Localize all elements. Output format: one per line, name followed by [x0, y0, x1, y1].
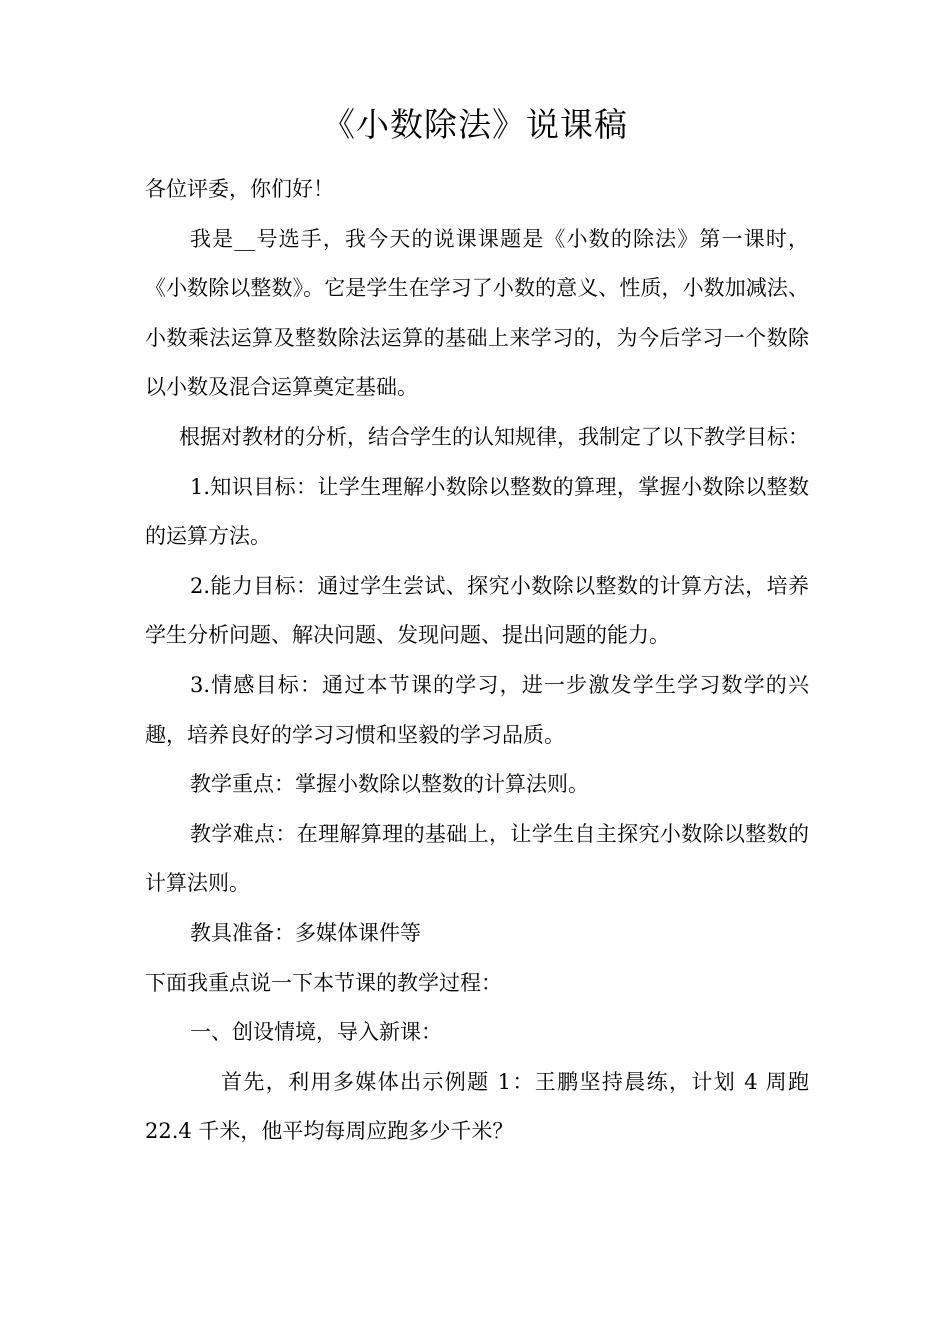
emotion-objective-paragraph: 3.情感目标：通过本节课的学习，进一步激发学生学习数学的兴趣，培养良好的学习习惯和坚毅的学习品质。 [145, 672, 809, 747]
teaching-aids-paragraph: 教具准备：多媒体课件等 [190, 920, 421, 945]
example-paragraph: 首先，利用多媒体出示例题 1：王鹏坚持晨练，计划 4 周跑22.4 千米，他平均每周应跑多少千米？ [145, 1069, 809, 1144]
knowledge-objective-paragraph: 1.知识目标：让学生理解小数除以整数的算理，掌握小数除以整数的运算方法。 [145, 474, 809, 549]
objectives-intro-paragraph: 根据对教材的分析，结合学生的认知规律，我制定了以下教学目标： [179, 424, 809, 449]
ability-objective-paragraph: 2.能力目标：通过学生尝试、探究小数除以整数的计算方法，培养学生分析问题、解决问题、发现问题、提出问题的能力。 [145, 573, 809, 648]
section-heading-one: 一、创设情境，导入新课： [190, 1020, 442, 1045]
document-title: 《小数除法》说课稿 [322, 105, 628, 144]
document-body [145, 165, 809, 1157]
greeting-paragraph: 各位评委，你们好！ [145, 177, 334, 201]
key-point-paragraph: 教学重点：掌握小数除以整数的计算法则。 [190, 772, 589, 797]
difficulty-paragraph: 教学难点：在理解算理的基础上，让学生自主探究小数除以整数的计算法则。 [145, 821, 809, 896]
process-intro-paragraph: 下面我重点说一下本节课的教学过程： [145, 970, 502, 995]
intro-paragraph: 我是__号选手，我今天的说课课题是《小数的除法》第一课时，《小数除以整数》。它是学生在学习了小数的意义、性质，小数加减法、小数乘法运算及整数除法运算的基础上来学习的，为今后学习一个数除以小数及混合运算奠定基础。 [145, 226, 809, 400]
